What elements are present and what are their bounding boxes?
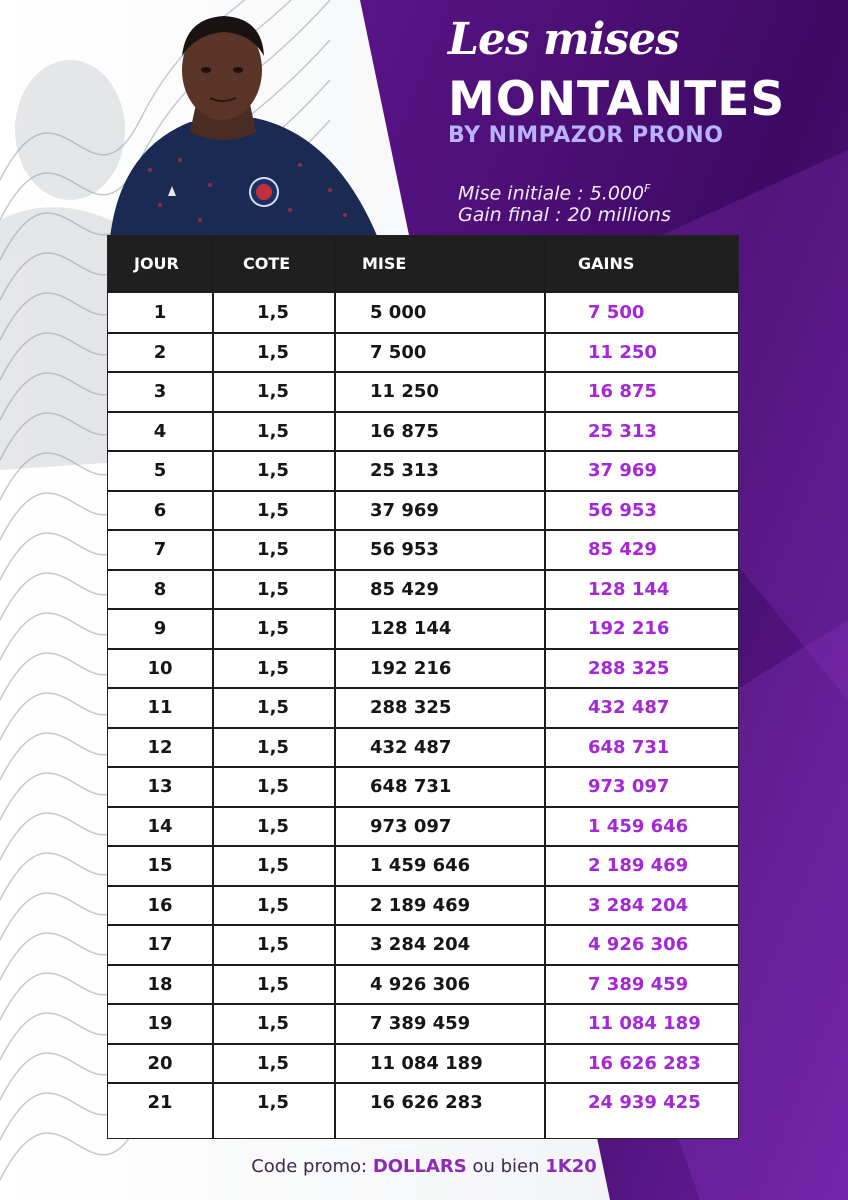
cell-jour: 4 xyxy=(153,420,167,442)
cell-gains: 16 875 xyxy=(588,381,657,402)
header-cote: COTE xyxy=(243,254,291,273)
cell-cote: 1,5 xyxy=(257,815,289,837)
cell-mise: 7 500 xyxy=(370,341,427,363)
cell-jour: 10 xyxy=(147,657,173,679)
cell-jour: 16 xyxy=(147,894,173,916)
cell-gains: 11 250 xyxy=(588,341,657,363)
cell-gains: 432 487 xyxy=(588,697,670,718)
cell-jour: 21 xyxy=(147,1092,173,1113)
table-row xyxy=(108,1004,738,1043)
cell-mise: 11 250 xyxy=(370,381,439,402)
table-header xyxy=(108,236,738,292)
cell-mise: 7 389 459 xyxy=(370,1013,471,1034)
cell-cote: 1,5 xyxy=(257,776,289,797)
promo-line: Code promo: DOLLARS ou bien 1K20 xyxy=(251,1156,597,1177)
title-line2: MONTANTES xyxy=(448,72,786,127)
cell-mise: 648 731 xyxy=(370,776,452,797)
cell-gains: 16 626 283 xyxy=(588,1052,701,1074)
gain-final: Gain final : 20 millions xyxy=(458,204,671,227)
betting-table xyxy=(108,236,738,1138)
cell-cote: 1,5 xyxy=(257,973,289,995)
cell-cote: 1,5 xyxy=(257,1013,289,1034)
cell-gains: 648 731 xyxy=(588,736,670,758)
cell-gains: 37 969 xyxy=(588,460,657,481)
stake-info xyxy=(458,178,671,226)
cell-jour: 19 xyxy=(147,1013,173,1034)
cell-mise: 192 216 xyxy=(370,657,452,679)
title-line1: Les mises xyxy=(448,14,679,65)
cell-gains: 25 313 xyxy=(588,420,657,442)
cell-cote: 1,5 xyxy=(257,894,289,916)
cell-mise: 1 459 646 xyxy=(370,855,471,876)
cell-jour: 15 xyxy=(147,855,173,876)
cell-mise: 16 875 xyxy=(370,420,439,442)
cell-cote: 1,5 xyxy=(257,1092,289,1113)
cell-gains: 1 459 646 xyxy=(588,815,689,837)
table-row xyxy=(108,965,738,1004)
cell-cote: 1,5 xyxy=(257,460,289,481)
table-row xyxy=(108,451,738,490)
table-row xyxy=(108,333,738,372)
cell-jour: 11 xyxy=(147,697,173,718)
cell-cote: 1,5 xyxy=(257,341,289,363)
cell-gains: 4 926 306 xyxy=(588,934,689,955)
cell-cote: 1,5 xyxy=(257,618,289,639)
table-row xyxy=(108,886,738,925)
cell-jour: 8 xyxy=(153,578,167,600)
table-row xyxy=(108,688,738,727)
table-row xyxy=(108,1083,738,1122)
cell-cote: 1,5 xyxy=(257,657,289,679)
table-row xyxy=(108,649,738,688)
cell-jour: 1 xyxy=(153,302,167,323)
cell-jour: 12 xyxy=(147,736,173,758)
table-row xyxy=(108,1044,738,1083)
cell-mise: 11 084 189 xyxy=(370,1052,483,1074)
cell-gains: 192 216 xyxy=(588,618,670,639)
column-divider xyxy=(334,236,336,1138)
cell-mise: 37 969 xyxy=(370,499,439,521)
cell-mise: 288 325 xyxy=(370,697,452,718)
cell-gains: 2 189 469 xyxy=(588,855,689,876)
cell-gains: 7 500 xyxy=(588,302,645,323)
cell-gains: 85 429 xyxy=(588,539,657,560)
promo-code-2: 1K20 xyxy=(545,1156,597,1177)
cell-mise: 25 313 xyxy=(370,460,439,481)
cell-jour: 14 xyxy=(147,815,173,837)
cell-gains: 128 144 xyxy=(588,578,670,600)
table-row xyxy=(108,570,738,609)
cell-gains: 24 939 425 xyxy=(588,1092,701,1113)
cell-mise: 4 926 306 xyxy=(370,973,471,995)
header-mise: MISE xyxy=(362,254,407,273)
cell-gains: 973 097 xyxy=(588,776,670,797)
cell-cote: 1,5 xyxy=(257,499,289,521)
mise-initiale: Mise initiale : $5.000^F$ xyxy=(458,182,651,205)
header-gains: GAINS xyxy=(578,254,635,273)
cell-cote: 1,5 xyxy=(257,1052,289,1074)
table-row xyxy=(108,609,738,648)
promo-code-1: DOLLARS xyxy=(372,1156,467,1177)
column-divider xyxy=(544,236,546,1138)
cell-cote: 1,5 xyxy=(257,855,289,876)
cell-mise: 16 626 283 xyxy=(370,1092,483,1113)
cell-gains: 7 389 459 xyxy=(588,973,689,995)
cell-jour: 6 xyxy=(153,499,167,521)
cell-jour: 18 xyxy=(147,973,173,995)
table-row xyxy=(108,767,738,806)
cell-jour: 20 xyxy=(147,1052,173,1074)
cell-cote: 1,5 xyxy=(257,539,289,560)
byline: BY NIMPAZOR PRONO xyxy=(448,123,724,148)
cell-jour: 5 xyxy=(153,460,167,481)
cell-mise: 85 429 xyxy=(370,578,439,600)
cell-cote: 1,5 xyxy=(257,736,289,758)
table-row xyxy=(108,372,738,411)
header-jour: JOUR xyxy=(134,254,179,273)
cell-cote: 1,5 xyxy=(257,420,289,442)
cell-cote: 1,5 xyxy=(257,697,289,718)
cell-cote: 1,5 xyxy=(257,381,289,402)
row-divider xyxy=(108,291,738,293)
cell-mise: 432 487 xyxy=(370,736,452,758)
table-row xyxy=(108,925,738,964)
cell-jour: 13 xyxy=(147,776,173,797)
table-row xyxy=(108,293,738,332)
cell-cote: 1,5 xyxy=(257,578,289,600)
cell-mise: 128 144 xyxy=(370,618,452,639)
cell-mise: 973 097 xyxy=(370,815,452,837)
cell-cote: 1,5 xyxy=(257,302,289,323)
cell-mise: 5 000 xyxy=(370,302,427,323)
table-row xyxy=(108,491,738,530)
column-divider xyxy=(212,236,214,1138)
cell-jour: 17 xyxy=(147,934,173,955)
table-row xyxy=(108,412,738,451)
table-row xyxy=(108,807,738,846)
cell-jour: 2 xyxy=(153,341,167,363)
cell-jour: 9 xyxy=(153,618,167,639)
cell-mise: 56 953 xyxy=(370,539,439,560)
table-row xyxy=(108,728,738,767)
cell-gains: 11 084 189 xyxy=(588,1013,701,1034)
cell-cote: 1,5 xyxy=(257,934,289,955)
cell-gains: 3 284 204 xyxy=(588,894,689,916)
cell-mise: 2 189 469 xyxy=(370,894,471,916)
table-row xyxy=(108,530,738,569)
cell-gains: 288 325 xyxy=(588,657,670,679)
cell-gains: 56 953 xyxy=(588,499,657,521)
cell-jour: 7 xyxy=(153,539,167,560)
cell-mise: 3 284 204 xyxy=(370,934,471,955)
cell-jour: 3 xyxy=(153,381,167,402)
table-row xyxy=(108,846,738,885)
